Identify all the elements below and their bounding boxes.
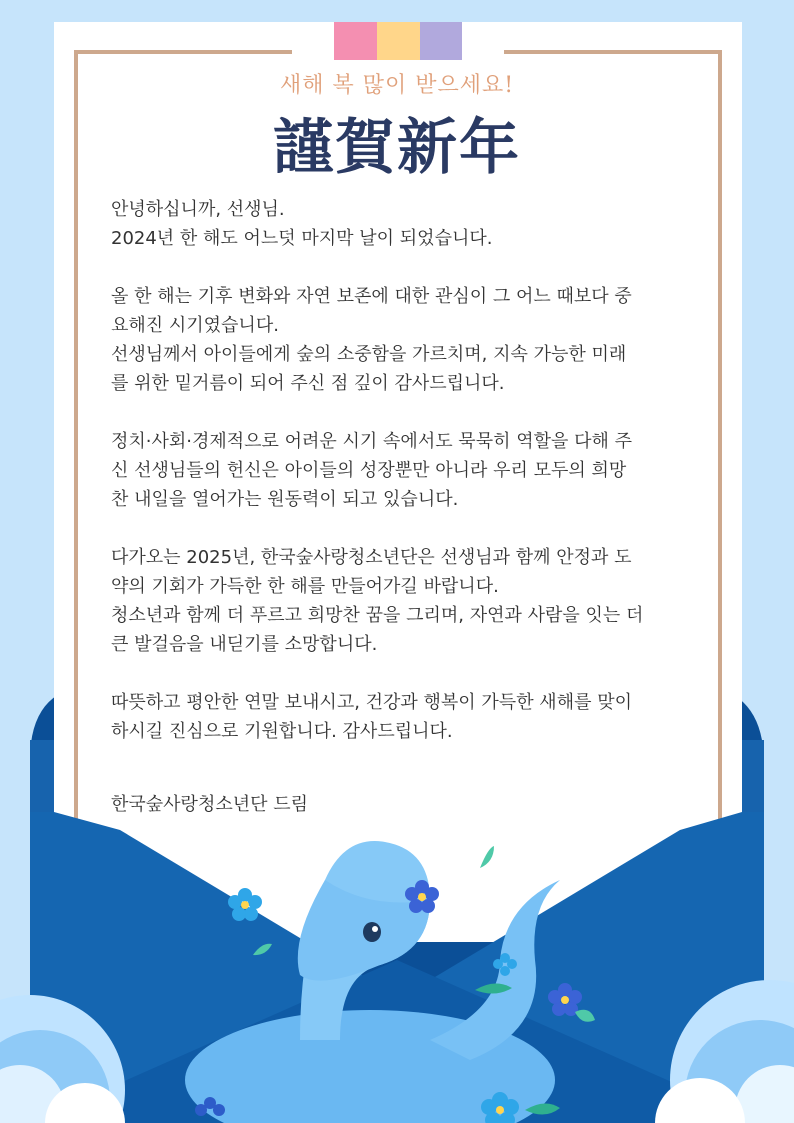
letter-line: 큰 발걸음을 내딛기를 소망합니다. xyxy=(111,634,378,655)
leaf-icon xyxy=(480,846,494,868)
letter-line: 하시길 진심으로 기원합니다. 감사드립니다. xyxy=(111,721,453,742)
letter-line: 요해진 시기였습니다. xyxy=(111,315,279,336)
letter-line: 정치·사회·경제적으로 어려운 시기 속에서도 묵묵히 역할을 다해 주 xyxy=(111,431,632,452)
letter-line: 선생님께서 아이들에게 숲의 소중함을 가르치며, 지속 가능한 미래 xyxy=(111,344,627,365)
stripe-yellow xyxy=(377,22,420,60)
letter-line: 약의 기회가 가득한 한 해를 만들어가길 바랍니다. xyxy=(111,576,499,597)
letter-line: 올 한 해는 기후 변화와 자연 보존에 대한 관심이 그 어느 때보다 중 xyxy=(111,286,632,307)
flower-icon xyxy=(228,888,262,921)
stripe-purple xyxy=(420,22,462,60)
letter-line: 안녕하십니까, 선생님. xyxy=(111,199,285,220)
greeting-subtitle: 새해 복 많이 받으세요! xyxy=(279,73,515,98)
letter-line: 따뜻하고 평안한 연말 보내시고, 건강과 행복이 가득한 새해를 맞이 xyxy=(111,692,632,713)
letter-line: 청소년과 함께 더 푸르고 희망찬 꿈을 그리며, 자연과 사람을 잇는 더 xyxy=(111,605,644,626)
letter-line: 다가오는 2025년, 한국숲사랑청소년단은 선생님과 함께 안정과 도 xyxy=(111,547,632,568)
letter-body xyxy=(111,195,701,746)
letter-line: 를 위한 밑거름이 되어 주신 점 깊이 감사드립니다. xyxy=(111,373,505,394)
letter-line: 신 선생님들의 헌신은 아이들의 성장뿐만 아니라 우리 모두의 희망 xyxy=(111,460,627,481)
stripe-pink xyxy=(334,22,377,60)
page-title: 謹賀新年 xyxy=(273,113,521,183)
signature: 한국숲사랑청소년단 드림 xyxy=(111,794,308,815)
letter-line: 찬 내일을 열어가는 원동력이 되고 있습니다. xyxy=(111,489,459,510)
letter-line: 2024년 한 해도 어느덧 마지막 날이 되었습니다. xyxy=(111,228,493,249)
